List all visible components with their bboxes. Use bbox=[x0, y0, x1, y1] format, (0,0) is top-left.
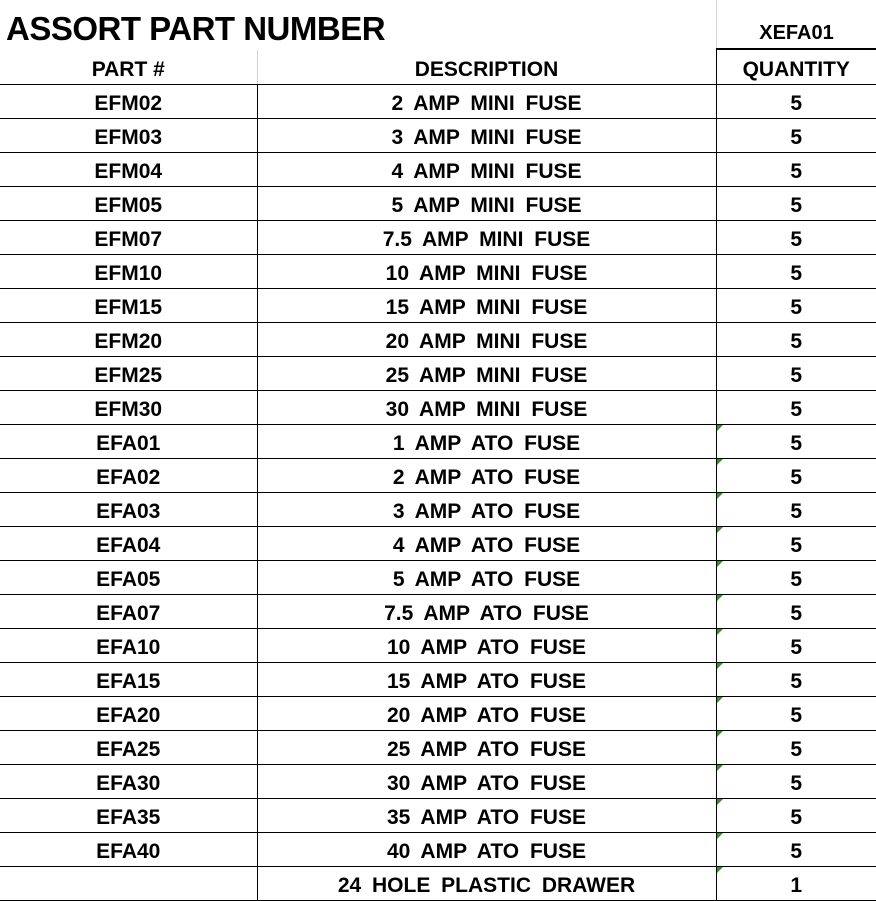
quantity-cell[interactable] bbox=[716, 391, 876, 425]
description-cell[interactable]: 3 AMP MINI FUSE bbox=[257, 119, 716, 153]
quantity-cell[interactable] bbox=[716, 85, 876, 119]
part-number-cell[interactable]: EFM05 bbox=[0, 187, 257, 221]
description-cell[interactable]: 1 AMP ATO FUSE bbox=[257, 425, 716, 459]
quantity-value: 5 bbox=[790, 262, 803, 285]
comment-indicator-icon[interactable] bbox=[717, 765, 723, 771]
quantity-value: 5 bbox=[790, 568, 803, 591]
comment-indicator-icon[interactable] bbox=[717, 595, 723, 601]
quantity-value: 5 bbox=[790, 398, 803, 421]
quantity-cell[interactable] bbox=[716, 561, 876, 595]
assort-code-cell[interactable]: XEFA01 bbox=[716, 0, 876, 50]
quantity-cell[interactable] bbox=[716, 799, 876, 833]
table-row bbox=[0, 765, 876, 799]
comment-indicator-icon[interactable] bbox=[717, 697, 723, 703]
quantity-cell[interactable] bbox=[716, 119, 876, 153]
title-row bbox=[0, 0, 876, 50]
quantity-value: 5 bbox=[790, 670, 803, 693]
quantity-value: 5 bbox=[790, 194, 803, 217]
comment-indicator-icon[interactable] bbox=[717, 561, 723, 567]
description-cell[interactable]: 7.5 AMP MINI FUSE bbox=[257, 221, 716, 255]
description-cell[interactable]: 4 AMP ATO FUSE bbox=[257, 527, 716, 561]
quantity-cell[interactable] bbox=[716, 663, 876, 697]
quantity-value: 5 bbox=[790, 602, 803, 625]
quantity-value: 5 bbox=[790, 806, 803, 829]
quantity-cell[interactable] bbox=[716, 221, 876, 255]
comment-indicator-icon[interactable] bbox=[717, 425, 723, 431]
description-cell[interactable]: 5 AMP ATO FUSE bbox=[257, 561, 716, 595]
comment-indicator-icon[interactable] bbox=[717, 663, 723, 669]
parts-table bbox=[0, 50, 876, 901]
comment-indicator-icon[interactable] bbox=[717, 731, 723, 737]
comment-indicator-icon[interactable] bbox=[717, 799, 723, 805]
quantity-value: 1 bbox=[790, 874, 803, 897]
quantity-value: 5 bbox=[790, 466, 803, 489]
quantity-value: 5 bbox=[790, 296, 803, 319]
quantity-value: 5 bbox=[790, 738, 803, 761]
quantity-cell[interactable] bbox=[716, 153, 876, 187]
quantity-value: 5 bbox=[790, 126, 803, 149]
part-number-cell[interactable]: EFA10 bbox=[0, 629, 257, 663]
quantity-cell[interactable] bbox=[716, 459, 876, 493]
table-row bbox=[0, 493, 876, 527]
description-cell[interactable]: 25 AMP MINI FUSE bbox=[257, 357, 716, 391]
description-cell[interactable]: 7.5 AMP ATO FUSE bbox=[257, 595, 716, 629]
quantity-cell[interactable] bbox=[716, 629, 876, 663]
part-number-cell[interactable]: EFA01 bbox=[0, 425, 257, 459]
description-cell[interactable]: 20 AMP MINI FUSE bbox=[257, 323, 716, 357]
part-number-cell[interactable]: EFM07 bbox=[0, 221, 257, 255]
part-number-cell[interactable]: EFA40 bbox=[0, 833, 257, 867]
part-number-cell[interactable]: EFM03 bbox=[0, 119, 257, 153]
part-number-cell[interactable]: EFA07 bbox=[0, 595, 257, 629]
table-row bbox=[0, 289, 876, 323]
description-cell[interactable]: 40 AMP ATO FUSE bbox=[257, 833, 716, 867]
table-row bbox=[0, 153, 876, 187]
table-row bbox=[0, 697, 876, 731]
quantity-cell[interactable] bbox=[716, 255, 876, 289]
description-cell[interactable]: 30 AMP MINI FUSE bbox=[257, 391, 716, 425]
table-row bbox=[0, 527, 876, 561]
part-number-cell[interactable]: EFA03 bbox=[0, 493, 257, 527]
description-cell[interactable]: 2 AMP ATO FUSE bbox=[257, 459, 716, 493]
description-cell[interactable]: 2 AMP MINI FUSE bbox=[257, 85, 716, 119]
comment-indicator-icon[interactable] bbox=[717, 527, 723, 533]
quantity-value: 5 bbox=[790, 92, 803, 115]
table-row bbox=[0, 663, 876, 697]
quantity-value: 5 bbox=[790, 704, 803, 727]
part-number-cell[interactable]: EFM02 bbox=[0, 85, 257, 119]
table-row bbox=[0, 391, 876, 425]
header-row bbox=[0, 50, 876, 85]
quantity-cell[interactable] bbox=[716, 595, 876, 629]
quantity-value: 5 bbox=[790, 534, 803, 557]
quantity-cell[interactable] bbox=[716, 289, 876, 323]
description-cell[interactable]: 5 AMP MINI FUSE bbox=[257, 187, 716, 221]
quantity-cell[interactable] bbox=[716, 765, 876, 799]
quantity-value: 5 bbox=[790, 772, 803, 795]
part-number-cell[interactable]: EFA30 bbox=[0, 765, 257, 799]
quantity-value: 5 bbox=[790, 160, 803, 183]
column-header-description[interactable]: DESCRIPTION bbox=[257, 50, 716, 85]
part-number-cell[interactable]: EFM10 bbox=[0, 255, 257, 289]
table-row bbox=[0, 255, 876, 289]
description-cell[interactable]: 24 HOLE PLASTIC DRAWER bbox=[257, 867, 716, 901]
comment-indicator-icon[interactable] bbox=[717, 833, 723, 839]
quantity-value: 5 bbox=[790, 330, 803, 353]
quantity-cell[interactable] bbox=[716, 425, 876, 459]
table-row bbox=[0, 323, 876, 357]
quantity-value: 5 bbox=[790, 364, 803, 387]
table-row bbox=[0, 561, 876, 595]
description-cell[interactable]: 3 AMP ATO FUSE bbox=[257, 493, 716, 527]
description-cell[interactable]: 30 AMP ATO FUSE bbox=[257, 765, 716, 799]
part-number-cell[interactable]: EFM25 bbox=[0, 357, 257, 391]
quantity-cell[interactable] bbox=[716, 527, 876, 561]
part-number-cell[interactable]: EFA04 bbox=[0, 527, 257, 561]
table-row bbox=[0, 629, 876, 663]
table-row bbox=[0, 357, 876, 391]
column-header-quantity[interactable]: QUANTITY bbox=[716, 50, 876, 85]
quantity-cell[interactable] bbox=[716, 357, 876, 391]
quantity-value: 5 bbox=[790, 228, 803, 251]
description-cell[interactable]: 20 AMP ATO FUSE bbox=[257, 697, 716, 731]
part-number-cell[interactable]: EFM04 bbox=[0, 153, 257, 187]
table-row bbox=[0, 595, 876, 629]
part-number-cell[interactable]: EFA35 bbox=[0, 799, 257, 833]
description-cell[interactable]: 10 AMP ATO FUSE bbox=[257, 629, 716, 663]
table-row bbox=[0, 867, 876, 901]
table-row bbox=[0, 119, 876, 153]
quantity-cell[interactable] bbox=[716, 493, 876, 527]
table-row bbox=[0, 833, 876, 867]
quantity-cell[interactable] bbox=[716, 697, 876, 731]
part-number-cell[interactable]: EFA02 bbox=[0, 459, 257, 493]
part-number-cell[interactable]: EFA15 bbox=[0, 663, 257, 697]
part-number-cell[interactable]: EFM20 bbox=[0, 323, 257, 357]
quantity-cell[interactable] bbox=[716, 731, 876, 765]
part-number-cell[interactable]: EFA20 bbox=[0, 697, 257, 731]
table-row bbox=[0, 187, 876, 221]
description-cell[interactable]: 15 AMP ATO FUSE bbox=[257, 663, 716, 697]
quantity-value: 5 bbox=[790, 636, 803, 659]
part-number-cell[interactable]: EFM30 bbox=[0, 391, 257, 425]
comment-indicator-icon[interactable] bbox=[717, 867, 723, 873]
comment-indicator-icon[interactable] bbox=[717, 629, 723, 635]
part-number-cell[interactable]: EFA25 bbox=[0, 731, 257, 765]
part-number-cell[interactable]: EFA05 bbox=[0, 561, 257, 595]
description-cell[interactable]: 4 AMP MINI FUSE bbox=[257, 153, 716, 187]
description-cell[interactable]: 15 AMP MINI FUSE bbox=[257, 289, 716, 323]
quantity-value: 5 bbox=[790, 500, 803, 523]
table-row bbox=[0, 799, 876, 833]
description-cell[interactable]: 25 AMP ATO FUSE bbox=[257, 731, 716, 765]
table-body bbox=[0, 85, 876, 901]
quantity-cell[interactable] bbox=[716, 867, 876, 901]
quantity-value: 5 bbox=[790, 840, 803, 863]
comment-indicator-icon[interactable] bbox=[717, 459, 723, 465]
column-header-part[interactable]: PART # bbox=[0, 50, 257, 85]
table-row bbox=[0, 85, 876, 119]
quantity-cell[interactable] bbox=[716, 323, 876, 357]
table-row bbox=[0, 221, 876, 255]
table-row bbox=[0, 731, 876, 765]
quantity-cell[interactable] bbox=[716, 833, 876, 867]
description-cell[interactable]: 10 AMP MINI FUSE bbox=[257, 255, 716, 289]
quantity-cell[interactable] bbox=[716, 187, 876, 221]
table-row bbox=[0, 459, 876, 493]
table-row bbox=[0, 425, 876, 459]
description-cell[interactable]: 35 AMP ATO FUSE bbox=[257, 799, 716, 833]
comment-indicator-icon[interactable] bbox=[717, 493, 723, 499]
part-number-cell[interactable]: EFM15 bbox=[0, 289, 257, 323]
part-number-cell[interactable] bbox=[0, 867, 257, 901]
quantity-value: 5 bbox=[790, 432, 803, 455]
sheet-title[interactable]: ASSORT PART NUMBER bbox=[6, 10, 386, 47]
